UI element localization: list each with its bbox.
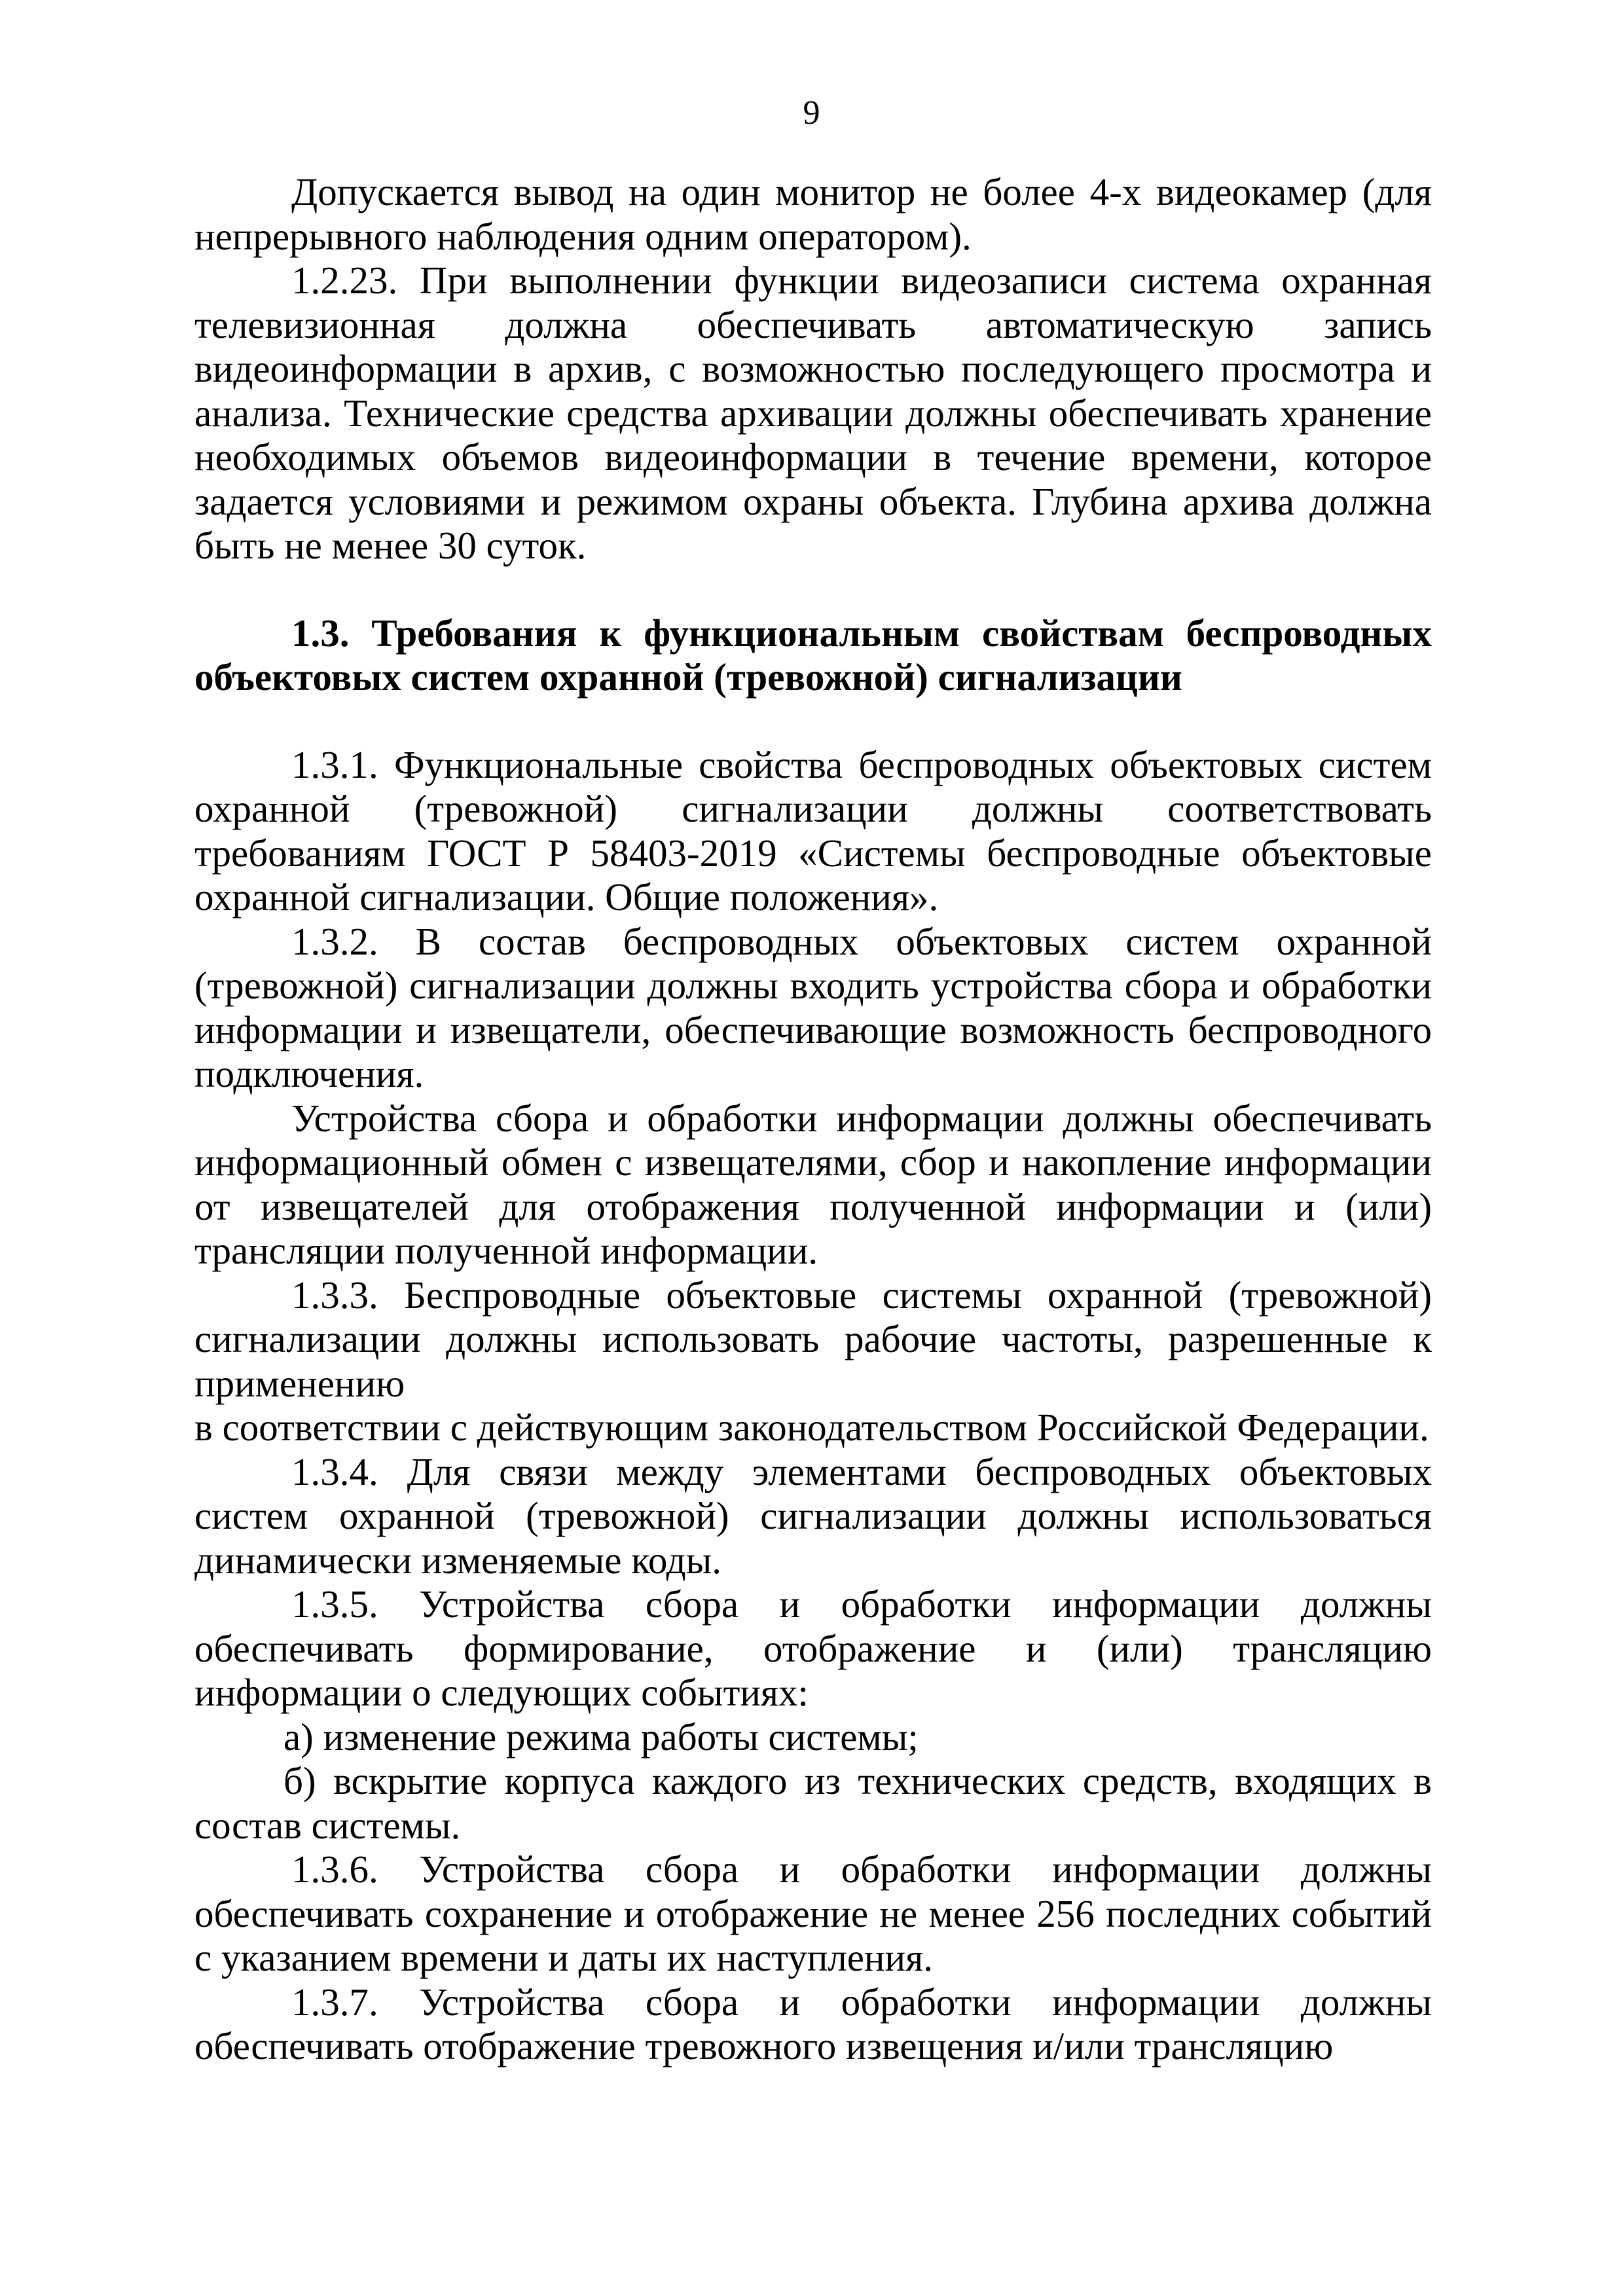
paragraph-monitor-output: Допускается вывод на один монитор не более 4-х видеокамер (для непрерывного наблюдения одним оператором). bbox=[194, 170, 1432, 258]
paragraph-1-3-1: 1.3.1. Функциональные свойства беспроводных объектовых систем охранной (тревожной) сигнализации должны соответствовать требованиям ГОСТ Р 58403-2019 «Системы беспроводные объектовые охранной сигнализации. Общие положения». bbox=[194, 742, 1432, 919]
paragraph-1-3-4: 1.3.4. Для связи между элементами беспроводных объектовых систем охранной (тревожной) сигнализации должны использоваться динамически изменяемые коды. bbox=[194, 1449, 1432, 1582]
paragraph-1-2-23: 1.2.23. При выполнении функции видеозаписи система охранная телевизионная должна обеспечивать автоматическую запись видеоинформации в архив, с возможностью последующего просмотра и анализа. Технические средства архивации должны обеспечивать хранение необходимых объемов видеоинформации в течение времени, которое задается условиями и режимом охраны объекта. Глубина архива должна быть не менее 30 суток. bbox=[194, 259, 1432, 567]
paragraph-1-3-3-continuation: в соответствии с действующим законодательством Российской Федерации. bbox=[194, 1406, 1429, 1449]
paragraph-1-3-6: 1.3.6. Устройства сбора и обработки информации должны обеспечивать сохранение и отображение не менее 256 последних событий с указанием времени и даты их наступления. bbox=[194, 1848, 1432, 1979]
document-body bbox=[194, 170, 1432, 2069]
paragraph-devices-exchange: Устройства сбора и обработки информации должны обеспечивать информационный обмен с извещателями, сбор и накопление информации от извещателей для отображения полученной информации и (или) трансляции полученной информации. bbox=[194, 1096, 1432, 1272]
page-number: 9 bbox=[803, 94, 820, 132]
paragraph-1-3-2: 1.3.2. В состав беспроводных объектовых систем охранной (тревожной) сигнализации должны входить устройства сбора и обработки информации и извещатели, обеспечивающие возможность беспроводного подключения. bbox=[194, 919, 1432, 1095]
section-heading-1-3: 1.3. Требования к функциональным свойствам беспроводных объектовых систем охранной (тревожной) сигнализации bbox=[194, 611, 1432, 699]
list-item-a: а) изменение режима работы системы; bbox=[283, 1715, 919, 1758]
paragraph-1-3-3: 1.3.3. Беспроводные объектовые системы охранной (тревожной) сигнализации должны использовать рабочие частоты, разрешенные к применению bbox=[194, 1273, 1432, 1405]
paragraph-1-3-7: 1.3.7. Устройства сбора и обработки информации должны обеспечивать отображение тревожного извещения и/или трансляцию bbox=[194, 1980, 1432, 2068]
list-item-b: б) вскрытие корпуса каждого из технических средств, входящих в состав системы. bbox=[194, 1759, 1432, 1847]
paragraph-1-3-5: 1.3.5. Устройства сбора и обработки информации должны обеспечивать формирование, отображение и (или) трансляцию информации о следующих событиях: bbox=[194, 1582, 1432, 1714]
